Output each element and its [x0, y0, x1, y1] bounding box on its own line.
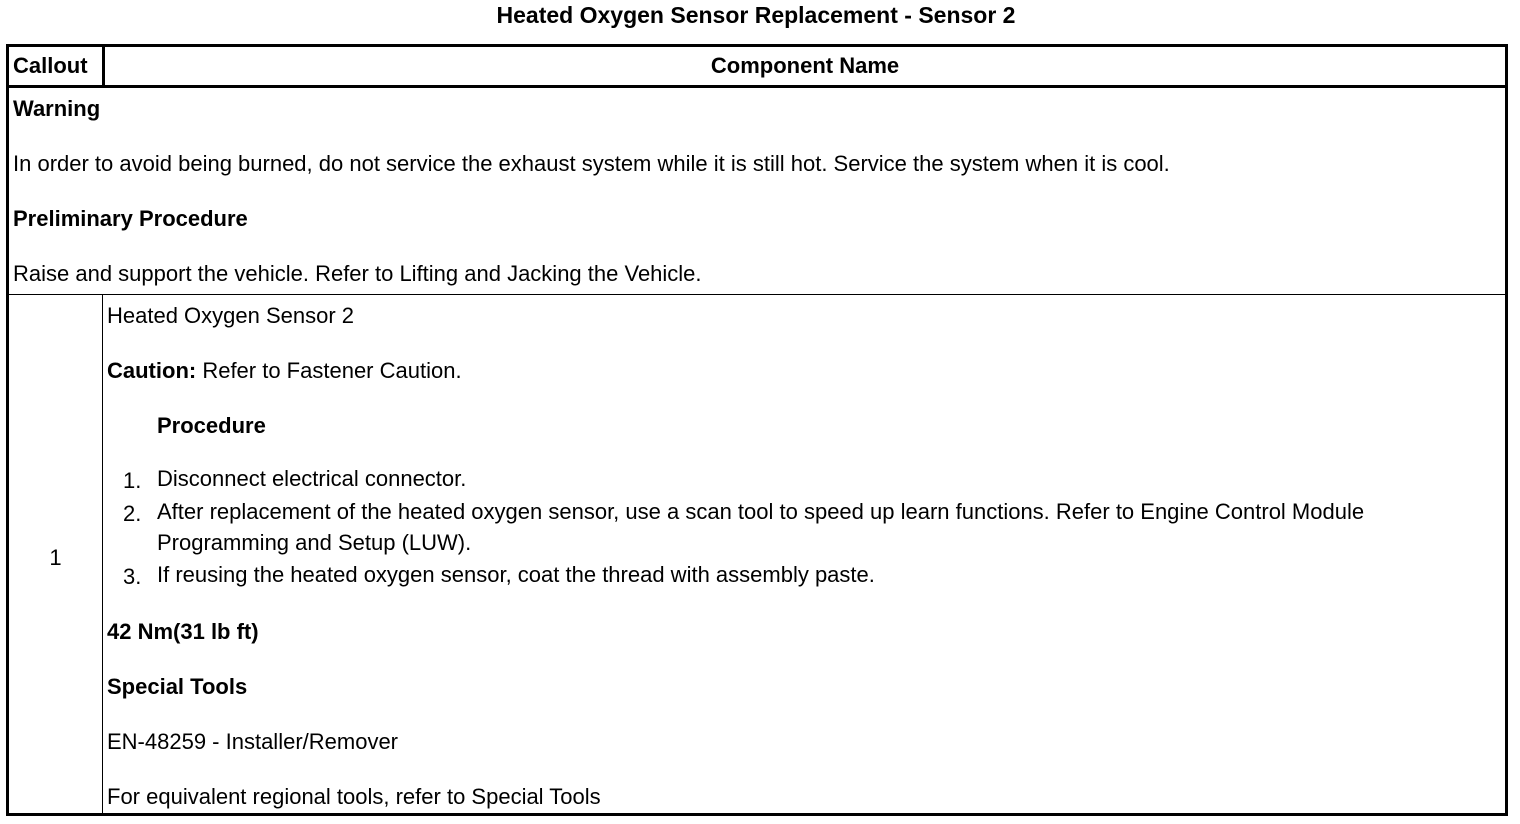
warning-label: Warning — [13, 96, 101, 121]
table-header-row — [9, 47, 1505, 88]
caution-text: Refer to Fastener Caution. — [196, 358, 462, 383]
step-number: 2. — [123, 501, 142, 526]
tool-item: EN-48259 - Installer/Remover — [107, 729, 399, 754]
intro-section — [9, 88, 1505, 295]
header-callout: Callout — [9, 47, 105, 85]
special-tools-label: Special Tools — [107, 674, 248, 699]
procedure-heading: Procedure — [157, 413, 266, 438]
equivalent-tools-note: For equivalent regional tools, refer to Special Tools — [107, 784, 601, 809]
warning-text: In order to avoid being burned, do not service the exhaust system while it is still hot. Service the system when it is cool. — [13, 151, 1170, 176]
step-text: Disconnect electrical connector. — [157, 466, 467, 491]
step-text: After replacement of the heated oxygen sensor, use a scan tool to speed up learn functions. Refer to Engine Control Module Programming and Setup (LUW). — [157, 499, 1365, 555]
step-text: If reusing the heated oxygen sensor, coat the thread with assembly paste. — [157, 562, 875, 587]
table-row — [9, 295, 1505, 816]
preliminary-text: Raise and support the vehicle. Refer to Lifting and Jacking the Vehicle. — [13, 261, 702, 286]
callout-cell — [9, 295, 103, 816]
header-component-name: Component Name — [710, 53, 900, 78]
page-title: Heated Oxygen Sensor Replacement - Sensor 2 — [496, 2, 1016, 28]
component-cell — [103, 295, 1505, 816]
step-number: 1. — [123, 468, 142, 493]
preliminary-label: Preliminary Procedure — [13, 206, 248, 231]
caution-line — [107, 358, 462, 384]
torque-spec: 42 Nm(31 lb ft) — [107, 619, 259, 644]
procedure-table — [6, 44, 1508, 816]
caution-label: Caution: — [107, 358, 197, 383]
step-number: 3. — [123, 564, 142, 589]
callout-number: 1 — [49, 545, 62, 570]
component-name: Heated Oxygen Sensor 2 — [107, 303, 355, 328]
